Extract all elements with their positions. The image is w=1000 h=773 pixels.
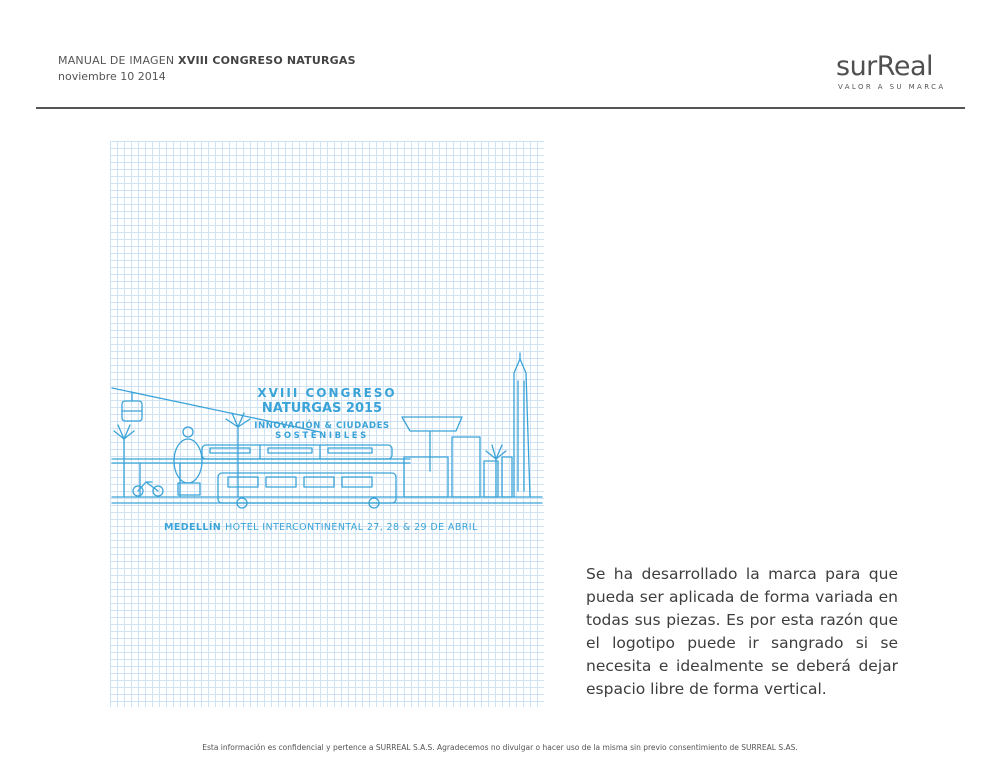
description-paragraph: Se ha desarrollado la marca para que pueda ser aplicada de forma variada en todas sus piezas. Es por esta razón que el logotipo puede ir sangrado si se necesita e idealmente se deberá dejar espacio libre de forma vertical. [586, 565, 898, 698]
metro-train [202, 445, 392, 459]
poster-artwork [110, 141, 544, 707]
congress-poster [110, 141, 544, 707]
surreal-logo [836, 52, 946, 96]
poster-tagline-line1: INNOVACIÓN & CIUDADES [254, 421, 390, 431]
palm-tree-icon [226, 413, 250, 497]
poster-title-line1: XVIII CONGRESO [257, 386, 397, 400]
poster-venue [164, 521, 478, 533]
logo-tagline: VALOR A SU MARCA [838, 83, 946, 91]
document-title [58, 54, 356, 67]
palm-tree-icon [486, 445, 506, 497]
header-divider [36, 107, 965, 109]
tree-sculpture-icon [402, 417, 462, 431]
poster-venue-city: MEDELLÍN [164, 522, 222, 533]
poster-title-line2: NATURGAS 2015 [261, 401, 383, 416]
coltejer-tower-icon [514, 359, 530, 497]
building-icon [452, 437, 480, 497]
poster-venue-detail: HOTEL INTERCONTINENTAL 27, 28 & 29 DE ABRIL [225, 522, 478, 533]
document-date: noviembre 10 2014 [58, 70, 166, 83]
botero-sculpture-icon [174, 439, 202, 483]
document-title-bold: XVIII CONGRESO NATURGAS [178, 54, 356, 67]
palm-tree-icon [114, 425, 134, 497]
poster-tagline-line2: SOSTENIBLES [275, 431, 369, 441]
document-title-prefix: MANUAL DE IMAGEN [58, 54, 175, 67]
logo-wordmark: surReal [836, 51, 933, 82]
confidentiality-footer: Esta información es confidencial y pertence a SURREAL S.A.S. Agradecemos no divulgar o hacer uso de la misma sin previo consentimiento de SURREAL S.AS. [202, 743, 798, 752]
